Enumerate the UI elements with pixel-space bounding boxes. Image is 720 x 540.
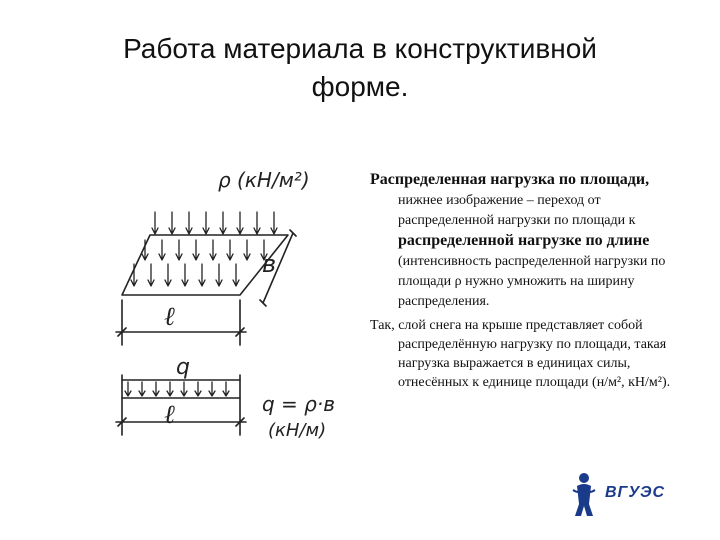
term-area-load: Распределенная нагрузка по площади, bbox=[370, 171, 650, 188]
paragraph-text-1: нижнее изображение – переход от распределенной нагрузки по площади к bbox=[398, 193, 636, 228]
paragraph-text-2: (интенсивность распределенной нагрузки по площади ρ нужно умножить на ширину распределения. bbox=[398, 254, 666, 309]
figure-emblem-icon bbox=[569, 470, 599, 518]
formula-label: q = ρ·в bbox=[262, 392, 336, 416]
beam-length-label: ℓ bbox=[164, 400, 175, 430]
slide-title bbox=[40, 30, 680, 106]
length-label: ℓ bbox=[164, 302, 175, 332]
term-line-load: распределенной нагрузке по длине bbox=[398, 232, 650, 249]
line-load-drawing bbox=[116, 375, 246, 435]
line-load-label: q bbox=[176, 355, 190, 380]
line-load-arrows bbox=[125, 382, 229, 396]
slide-body bbox=[370, 170, 680, 396]
width-label: в bbox=[262, 250, 277, 278]
university-logo bbox=[565, 470, 685, 520]
line-load-unit-label: (кН/м) bbox=[268, 420, 327, 441]
length-dimension bbox=[116, 300, 246, 345]
area-load-label: ρ (кН/м²) bbox=[218, 168, 310, 192]
paragraph-snow-example: Так, слой снега на крыше представляет собой распределённую нагрузку по площади, такая нагрузка выражается в единицах силы, отнесённых к единице площади (н/м², кН/м²). bbox=[370, 318, 671, 390]
logo-text: ВГУЭС bbox=[605, 484, 666, 501]
paragraph-area-load bbox=[370, 170, 680, 312]
slide-title-line-2: форме. bbox=[311, 71, 409, 102]
slide-title-line-1: Работа материала в конструктивной bbox=[123, 33, 597, 64]
area-load-drawing bbox=[116, 212, 296, 345]
